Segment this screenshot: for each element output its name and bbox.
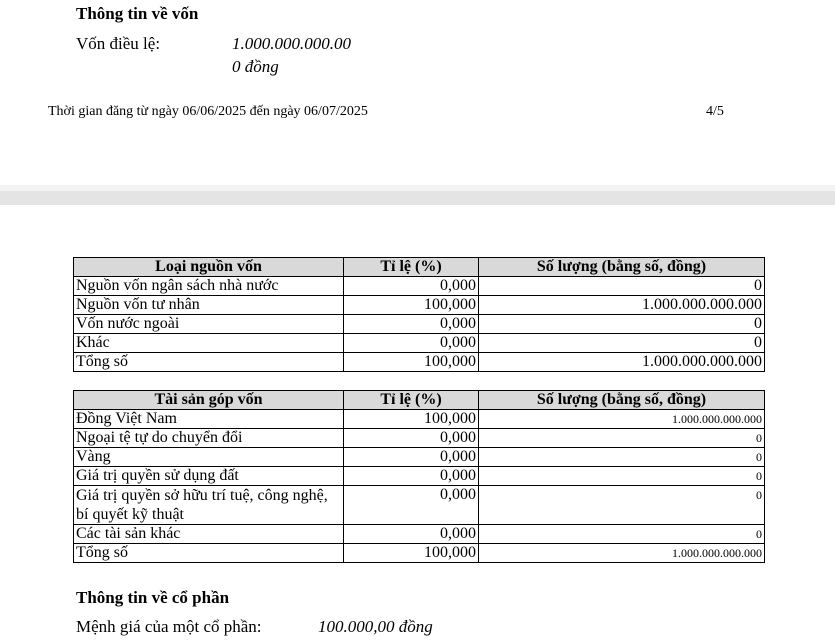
row-label: Nguồn vốn tư nhân (74, 296, 344, 315)
row-label: Giá trị quyền sử dụng đất (74, 467, 344, 486)
table-row (74, 448, 765, 467)
col-header-ratio: Tỉ lệ (%) (344, 258, 479, 277)
row-ratio: 100,000 (344, 296, 479, 315)
table-total-row (74, 353, 765, 372)
capital-info-heading: Thông tin về vốn (76, 4, 199, 23)
row-label: Giá trị quyền sở hữu trí tuệ, công nghệ, bí quyết kỹ thuật (74, 486, 344, 525)
row-ratio: 0,000 (344, 429, 479, 448)
row-ratio: 0,000 (344, 277, 479, 296)
row-amount: 1.000.000.000.000 (479, 410, 765, 429)
row-ratio: 0,000 (344, 334, 479, 353)
col-header-amount: Số lượng (bằng số, đồng) (479, 391, 765, 410)
table-row (74, 486, 765, 525)
row-label: Ngoại tệ tự do chuyển đổi (74, 429, 344, 448)
row-label: Vốn nước ngoài (74, 315, 344, 334)
row-ratio: 0,000 (344, 486, 479, 525)
page-separator (0, 191, 835, 205)
row-ratio: 0,000 (344, 525, 479, 544)
table-row (74, 525, 765, 544)
row-amount: 0 (479, 486, 765, 525)
charter-capital-label: Vốn điều lệ: (76, 34, 161, 53)
row-amount: 0 (479, 429, 765, 448)
col-header-source-type: Loại nguồn vốn (74, 258, 344, 277)
total-label: Tổng số (74, 353, 344, 372)
total-ratio: 100,000 (344, 353, 479, 372)
par-value-label: Mệnh giá của một cổ phần: (76, 617, 262, 636)
table-row (74, 334, 765, 353)
page-number: 4/5 (706, 104, 724, 119)
row-amount: 0 (479, 525, 765, 544)
total-label: Tổng số (74, 544, 344, 563)
contributed-assets-table (73, 390, 765, 563)
total-amount: 1.000.000.000.000 (479, 544, 765, 563)
table-row (74, 410, 765, 429)
row-amount: 0 (479, 277, 765, 296)
col-header-asset-type: Tài sản góp vốn (74, 391, 344, 410)
row-label: Nguồn vốn ngân sách nhà nước (74, 277, 344, 296)
total-amount: 1.000.000.000.000 (479, 353, 765, 372)
row-label: Các tài sản khác (74, 525, 344, 544)
table-row (74, 315, 765, 334)
row-amount: 1.000.000.000.000 (479, 296, 765, 315)
row-ratio: 0,000 (344, 315, 479, 334)
row-amount: 0 (479, 448, 765, 467)
posting-period: Thời gian đăng từ ngày 06/06/2025 đến ngày 06/07/2025 (48, 104, 368, 119)
row-label: Đồng Việt Nam (74, 410, 344, 429)
table-header-row (74, 391, 765, 410)
capital-source-table (73, 257, 765, 372)
charter-capital-value-line2: 0 đồng (232, 57, 279, 76)
table-total-row (74, 544, 765, 563)
row-ratio: 0,000 (344, 467, 479, 486)
share-info-heading: Thông tin về cổ phần (76, 588, 230, 607)
col-header-amount: Số lượng (bằng số, đồng) (479, 258, 765, 277)
table-row (74, 296, 765, 315)
row-ratio: 100,000 (344, 410, 479, 429)
par-value: 100.000,00 đồng (318, 617, 433, 636)
total-ratio: 100,000 (344, 544, 479, 563)
table-header-row (74, 258, 765, 277)
row-label: Vàng (74, 448, 344, 467)
table-row (74, 429, 765, 448)
row-amount: 0 (479, 315, 765, 334)
row-label: Khác (74, 334, 344, 353)
row-amount: 0 (479, 467, 765, 486)
row-ratio: 0,000 (344, 448, 479, 467)
row-amount: 0 (479, 334, 765, 353)
charter-capital-value-line1: 1.000.000.000.00 (232, 34, 351, 53)
table-row (74, 277, 765, 296)
table-row (74, 467, 765, 486)
col-header-ratio: Tỉ lệ (%) (344, 391, 479, 410)
